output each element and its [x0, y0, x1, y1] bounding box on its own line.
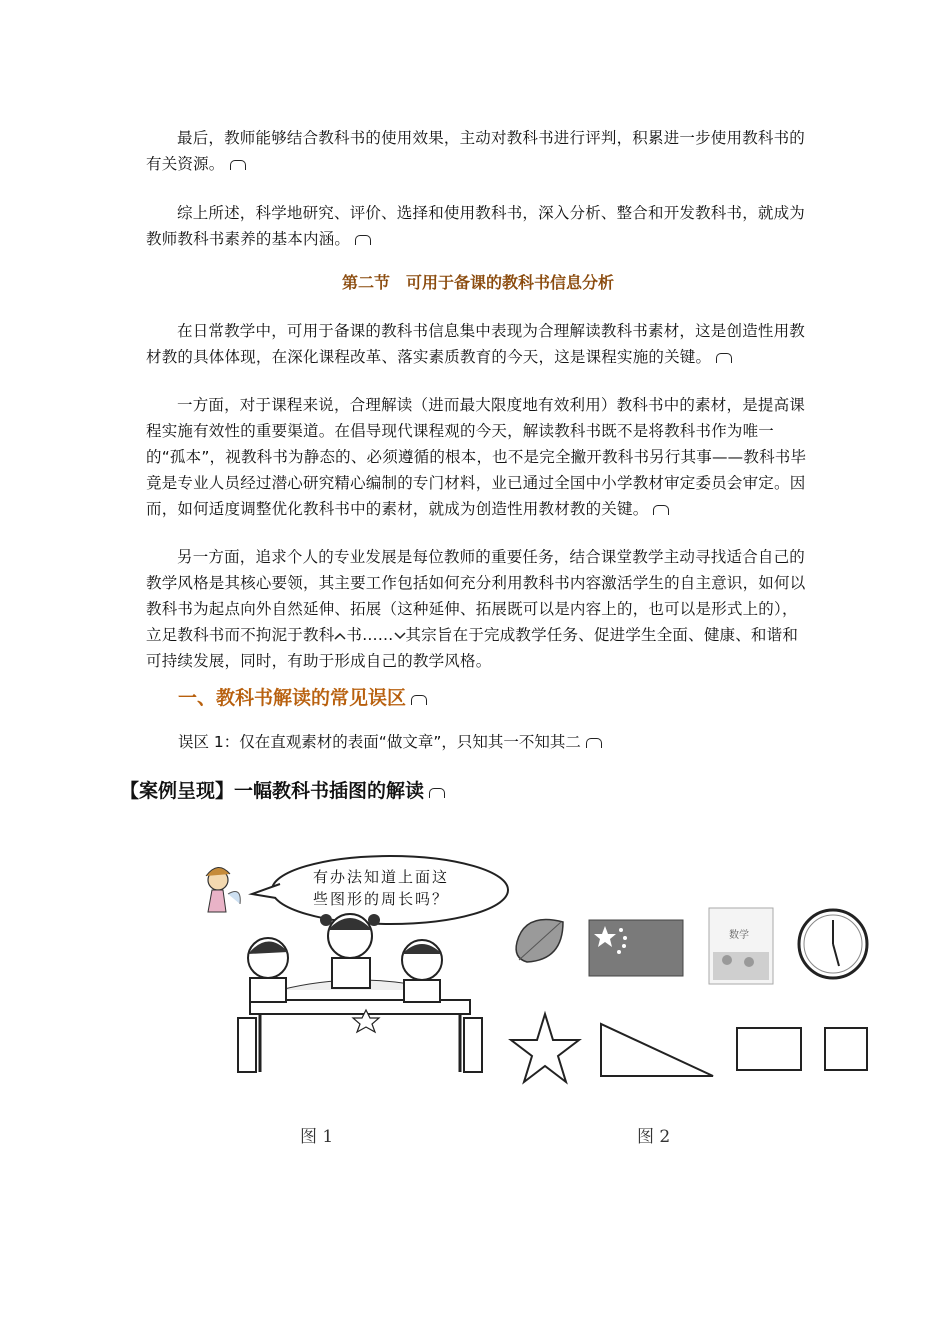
star-shape [511, 1014, 579, 1082]
case-title: 【案例呈现】一幅教科书插图的解读 [120, 776, 445, 803]
book-label: 数学 [729, 930, 749, 941]
figure-2-shapes [505, 900, 885, 1090]
figure-1-caption: 图 1 [300, 1127, 334, 1147]
paragraph-mark-icon [429, 788, 445, 798]
national-flag-icon [589, 920, 683, 976]
paragraph-mark-icon [716, 353, 732, 363]
leaf-icon [516, 920, 563, 963]
paragraph-mark-icon [586, 738, 602, 748]
paragraph-mark-icon [230, 160, 246, 170]
figure-2-caption: 图 2 [637, 1127, 671, 1147]
table-with-children [238, 914, 482, 1072]
paragraph-mark-icon [355, 235, 371, 245]
paragraph-5: 另一方面，追求个人的专业发展是每位教师的重要任务，结合课堂教学主动寻找适合自己的教学风格是其核心要领，其主要工作包括如何充分利用教科书内容激活学生的自主意识，如何以教科书为起点向外自然延伸、拓展（这种延伸、拓展既可以是内容上的，也可以是形式上的），立足教科书而不拘泥于教科 书…… 其宗旨在于完成教学任务、促进学生全面、健康、和谐和可持续发展，同时，有助于形成自己的教学风格。 [146, 548, 806, 670]
caret-up-icon [334, 632, 346, 640]
paragraph-mark-icon [653, 505, 669, 515]
paragraph-1: 最后，教师能够结合教科书的使用效果，主动对教科书进行评判，积累进一步使用教科书的有关资源。 [146, 129, 806, 173]
section-title: 第二节 可用于备课的教科书信息分析 [341, 273, 614, 292]
paragraph-2: 综上所述，科学地研究、评价、选择和使用教科书，深入分析、整合和开发教科书，就成为教师教科书素养的基本内涵。 [146, 204, 806, 248]
speech-bubble-text: 有办法知道上面这 些图形的周长吗？ [313, 868, 450, 908]
paragraph-3: 在日常教学中，可用于备课的教科书信息集中表现为合理解读教科书素材，这是创造性用教材教的具体体现，在深化课程改革、落实素质教育的今天，这是课程实施的关键。 [146, 322, 806, 366]
paragraph-4: 一方面，对于课程来说，合理解读（进而最大限度地有效利用）教科书中的素材，是提高课程实施有效性的重要渠道。在倡导现代课程观的今天，解读教科书既不是将教科书作为唯一的“孤本”，视教科书为静态的、必须遵循的根本，也不是完全撇开教科书另行其事——教科书毕竟是专业人员经过潜心研究精心编制的专门材料，业已通过全国中小学教材审定委员会审定。因而，如何适度调整优化教科书中的素材，就成为创造性用教材教的关键。 [146, 396, 807, 518]
triangle-shape [601, 1024, 713, 1076]
fairy-icon [206, 867, 240, 912]
heading-misconceptions: 一、教科书解读的常见误区 [178, 683, 427, 710]
misconception-1: 误区 1：仅在直观素材的表面“做文章”，只知其一不知其二 [178, 730, 602, 752]
clock-icon [799, 910, 867, 978]
square-shape [825, 1028, 867, 1070]
caret-down-icon [394, 632, 406, 640]
math-textbook-icon [709, 908, 773, 984]
paragraph-mark-icon [411, 695, 427, 705]
rectangle-shape [737, 1028, 801, 1070]
